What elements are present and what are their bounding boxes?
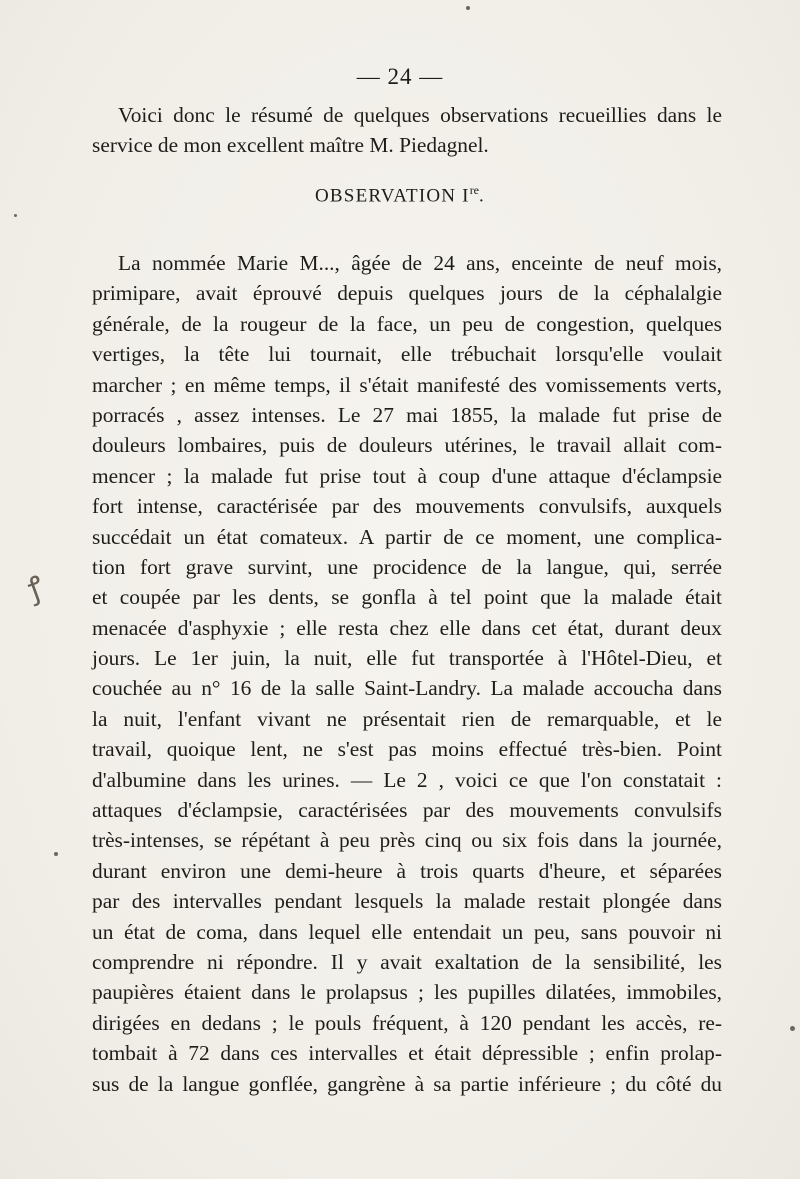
body-line: tion fort grave survint, une procidence de la langue, qui, serrée (92, 554, 722, 579)
body-line: paupières étaient dans le prolapsus ; les pupilles dilatées, immobiles, (92, 980, 722, 1005)
body-line: générale, de la rougeur de la face, un peu de congestion, quelques (92, 311, 722, 336)
page-number: — 24 — (356, 64, 444, 89)
body-line: d'albumine dans les urines. — Le 2 , voici ce que l'on constatait : (92, 767, 722, 792)
body-line: menacée d'asphyxie ; elle resta chez elle dans cet état, durant deux (92, 615, 722, 640)
intro-paragraph: Voici donc le résumé de quelques observations recueillies dans le service de mon excellent maître M. Piedagnel. (92, 103, 722, 157)
body-line: très-intenses, se répétant à peu près cinq ou six fois dans la journée, (92, 828, 722, 853)
body-line: un état de coma, dans lequel elle entendait un peu, sans pouvoir ni (92, 919, 722, 944)
body-line: porracés , assez intenses. Le 27 mai 1855, la malade fut prise de (92, 402, 722, 427)
ink-speck (54, 852, 58, 856)
heading-superscript: re (469, 183, 480, 197)
body-line: tombait à 72 dans ces intervalles et était dépressible ; enfin prolap- (92, 1041, 722, 1066)
body-line: par des intervalles pendant lesquels la malade restait plongée dans (92, 889, 722, 914)
body-line: travail, quoique lent, ne s'est pas moins effectué très-bien. Point (92, 737, 722, 762)
body-line: succédait un état comateux. A partir de ce moment, une complica- (92, 524, 722, 549)
body-line: comprendre ni répondre. Il y avait exaltation de la sensibilité, les (92, 949, 722, 974)
body-line: primipare, avait éprouvé depuis quelques jours de la céphalalgie (92, 281, 722, 306)
body-line: jours. Le 1er juin, la nuit, elle fut transportée à l'Hôtel-Dieu, et (92, 646, 722, 671)
ink-speck (790, 1026, 795, 1031)
ink-speck (466, 6, 470, 10)
body-line: et coupée par les dents, se gonfla à tel point que la malade était (92, 585, 722, 610)
body-line: la nuit, l'enfant vivant ne présentait rien de remarquable, et le (92, 706, 722, 731)
body-line: mencer ; la malade fut prise tout à coup d'une attaque d'éclampsie (92, 463, 722, 488)
body-line: fort intense, caractérisée par des mouvements convulsifs, auxquels (92, 494, 722, 519)
body-line: couchée au n° 16 de la salle Saint-Landry. La malade accoucha dans (92, 676, 722, 701)
margin-pencil-mark: ꝭ (23, 569, 49, 608)
heading-suffix: . (479, 185, 485, 207)
ink-speck (14, 214, 17, 217)
heading-text: OBSERVATION I (315, 185, 470, 207)
body-line: marcher ; en même temps, il s'était manifesté des vomissements verts, (92, 372, 722, 397)
observation-body (92, 248, 722, 1099)
body-line: dirigées en dedans ; le pouls fréquent, à 120 pendant les accès, re- (92, 1010, 722, 1035)
body-line: sus de la langue gonflée, gangrène à sa partie inférieure ; du côté du (92, 1071, 722, 1096)
body-line: vertiges, la tête lui tournait, elle trébuchait lorsqu'elle voulait (92, 342, 722, 367)
body-line: douleurs lombaires, puis de douleurs utérines, le travail allait com- (92, 433, 722, 458)
body-line: durant environ une demi-heure à trois quarts d'heure, et séparées (92, 858, 722, 883)
body-line: La nommée Marie M..., âgée de 24 ans, enceinte de neuf mois, (118, 251, 722, 275)
observation-heading (0, 183, 800, 207)
body-line: attaques d'éclampsie, caractérisées par des mouvements convulsifs (92, 798, 722, 823)
